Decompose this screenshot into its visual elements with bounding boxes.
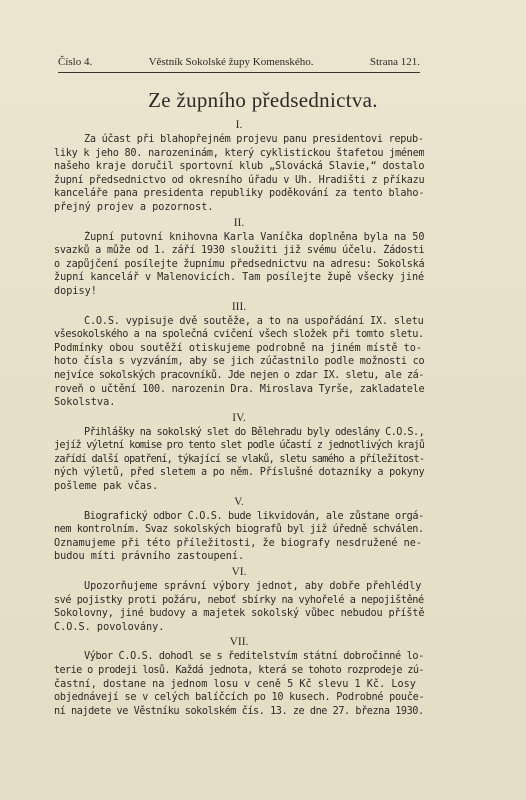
section-numeral: II. — [233, 216, 245, 229]
section-numeral: I. — [235, 119, 243, 131]
article-body — [54, 117, 424, 718]
running-header — [58, 56, 420, 68]
paragraph-line: o zapůjčení posílejte župnímu předsednictvu na adresu: Sokolská — [54, 258, 424, 270]
section-numeral: V. — [234, 495, 244, 508]
section — [54, 300, 424, 410]
paragraph-line: liky k jeho 80. narozeninám, který cyklistickou štafetou jménem — [54, 147, 424, 159]
paragraph-line: ní najdete ve Věstníku sokolském čís. 13. ze dne 27. března 1930. — [54, 705, 424, 717]
section-paragraph — [54, 231, 424, 299]
paragraph-line: Biografický odbor Č.O.S. bude likvidován, ale zůstane orgá- — [84, 510, 424, 522]
page-title: Ze župního předsednictva. — [148, 88, 378, 112]
paragraph-line: terie o prodeji losů. Každá jednota, která se tohoto rozprodeje zú- — [54, 665, 424, 676]
paragraph-line: nejvíce sokolských pracovníků. Jde nejen o zdar IX. sletu, ale zá- — [54, 369, 424, 381]
paragraph-line: budou míti právního zastoupení. — [54, 551, 245, 563]
paragraph-line: Oznamujeme při této příležitosti, že biografy nesdružené ne- — [54, 537, 423, 549]
paragraph-line: ných výletů, před sletem a po něm. Příslušné dotazníky a pokyny — [54, 467, 424, 479]
issue-number: Číslo 4. — [58, 56, 93, 68]
section-numeral: IV. — [232, 411, 246, 424]
header-rule — [58, 72, 420, 73]
paragraph-line: našeho kraje doručil sportovní klub „Slovácká Slavie,“ dostalo — [54, 161, 424, 173]
paragraph-line: častní, dostane na jednom losu v ceně 5 Kč slevu 1 Kč. Losy — [54, 678, 416, 690]
paragraph-line: Č.O.S. vypisuje dvě soutěže, a to na uspořádání IX. sletu — [84, 315, 424, 327]
section — [54, 565, 424, 634]
section-numeral: VI. — [231, 566, 247, 579]
section-paragraph — [54, 426, 424, 494]
paragraph-line: nem kontrolním. Svaz sokolských biografů byl již úředně schválen. — [54, 524, 424, 536]
paragraph-line: přejný projev a pozornost. — [54, 201, 214, 213]
section-paragraph — [54, 650, 424, 718]
section-paragraph — [54, 315, 424, 410]
section — [54, 411, 424, 494]
paragraph-line: pošleme pak včas. — [54, 481, 159, 493]
section-numeral: III. — [231, 300, 247, 313]
section-paragraph — [54, 510, 424, 564]
paragraph-line: Za účast při blahopřejném projevu panu presidentovi repub- — [84, 134, 424, 145]
section — [54, 216, 424, 299]
paragraph-line: roveň o učtění 100. narozenin Dra. Miroslava Tyrše, zakladatele — [54, 383, 424, 395]
paragraph-line: hoto čísla s vyzváním, aby se jich zúčastnilo podle možnosti co — [54, 356, 424, 368]
paragraph-line: Výbor Č.O.S. dohodl se s ředitelstvím státní dobročinné lo- — [84, 651, 424, 663]
paragraph-line: Sokolovny, jiné budovy a majetek sokolský vůbec nebudou příště — [54, 608, 424, 620]
publication-title: Věstník Sokolské župy Komenského. — [148, 56, 314, 68]
paragraph-line: svazků a může od 1. září 1930 sloužiti již svému účelu. Žádosti — [54, 245, 424, 257]
paragraph-line: Upozorňujeme správní výbory jednot, aby dobře přehlédly — [84, 581, 422, 593]
section-numeral: VII. — [229, 636, 249, 649]
paragraph-line: Č.O.S. povolovány. — [54, 621, 165, 633]
paragraph-line: všesokolského a na společná cvičení všech složek při tomto sletu. — [54, 329, 424, 341]
paragraph-line: objednávejí se v celých balíčcích po 10 kusech. Podrobné pouče- — [54, 692, 424, 704]
paragraph-line: Župní putovní knihovna Karla Vaníčka doplněna byla na 50 — [84, 231, 424, 243]
section-paragraph — [54, 580, 424, 634]
paragraph-line: své pojistky proti požáru, neboť sbírky na vyhořelé a nepojištěné — [54, 594, 424, 606]
paragraph-line: župní kancelář v Malenovicích. Tam posílejte župě všecky jiné — [54, 272, 424, 284]
paragraph-line: kanceláře pana presidenta republiky poděkování za tento blaho- — [54, 188, 424, 200]
paragraph-line: dopisy! — [54, 285, 97, 297]
section-paragraph — [54, 133, 424, 215]
paragraph-line: jejíž výletní komise pro tento slet podle účastí z jednotlivých krajů — [54, 440, 424, 452]
paragraph-line: zařídí další opatření, týkající se vlaků, sletu samého a příležitost- — [54, 453, 424, 465]
paragraph-line: Přihlášky na sokolský slet do Bělehradu byly odeslány Č.O.S., — [84, 426, 424, 438]
paragraph-line: Podmínky obou soutěží otiskujeme podrobně na jiném místě to- — [54, 342, 423, 354]
paragraph-line: Sokolstva. — [54, 397, 116, 409]
paragraph-line: župní předsednictvo od okresního úřadu v Uh. Hradišti z příkazu — [54, 174, 424, 186]
section — [54, 635, 424, 718]
section — [54, 495, 424, 564]
section — [54, 118, 424, 215]
page-number: Strana 121. — [369, 56, 420, 68]
